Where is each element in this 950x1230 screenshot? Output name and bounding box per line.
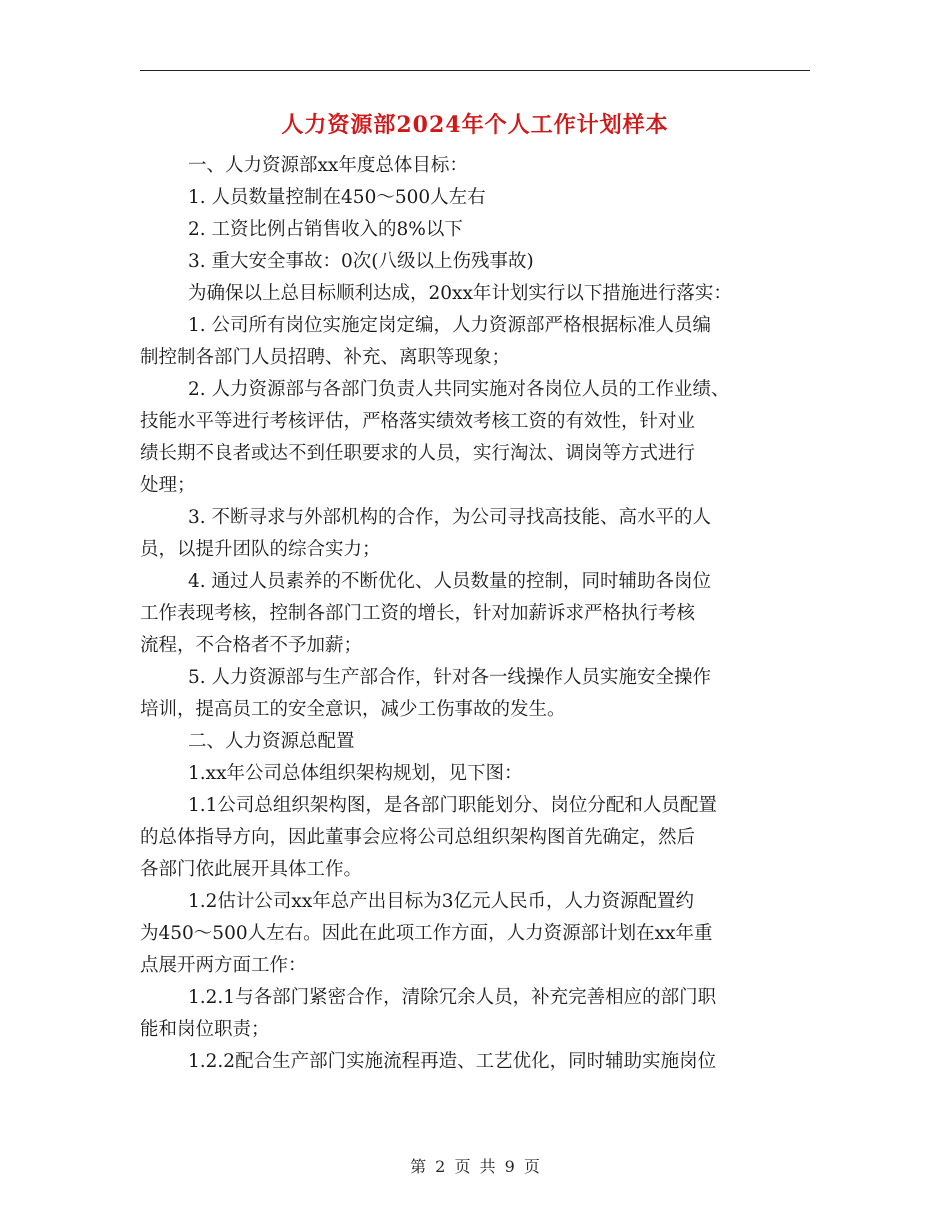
document-title: 人力资源部2024年个人工作计划样本 [281,112,669,138]
header-rule [140,70,810,71]
paragraph [140,662,820,726]
text-line: 1.2.1与各部门紧密合作，清除冗余人员，补充完善相应的部门职 [188,987,717,1008]
text-line: 5. 人力资源部与生产部合作，针对各一线操作人员实施安全操作 [188,667,712,688]
text-line: 2. 人力资源部与各部门负责人共同实施对各岗位人员的工作业绩、 [188,379,730,400]
text-line: 能和岗位职责； [140,1019,270,1040]
text-line: 2. 工资比例占销售收入的8%以下 [188,219,463,240]
paragraph [140,886,820,982]
paragraph [140,246,820,278]
text-line: 1.xx年公司总体组织架构规划，见下图： [188,763,523,784]
text-line: 各部门依此展开具体工作。 [140,859,363,880]
text-line: 1.2估计公司xx年总产出目标为3亿元人民币，人力资源配置约 [188,891,695,912]
text-line: 处理； [140,475,196,496]
text-line: 1.1公司总组织架构图，是各部门职能划分、岗位分配和人员配置 [188,795,717,816]
text-line: 1. 公司所有岗位实施定岗定编，人力资源部严格根据标准人员编 [188,315,712,336]
text-line: 4. 通过人员素养的不断优化、人员数量的控制，同时辅助各岗位 [188,571,712,592]
paragraph [140,150,820,182]
text-line: 工作表现考核，控制各部门工资的增长，针对加薪诉求严格执行考核 [140,603,696,624]
text-line: 二、人力资源总配置 [188,731,355,752]
text-line: 1.2.2配合生产部门实施流程再造、工艺优化，同时辅助实施岗位 [188,1051,717,1072]
paragraph [140,726,820,758]
paragraph [140,374,820,502]
text-line: 绩长期不良者或达不到任职要求的人员，实行淘汰、调岗等方式进行 [140,443,696,464]
text-line: 为确保以上总目标顺利达成，20xx年计划实行以下措施进行落实： [188,283,732,304]
paragraph [140,310,820,374]
text-line: 1. 人员数量控制在450～500人左右 [188,187,486,208]
text-line: 3. 不断寻求与外部机构的合作，为公司寻找高技能、高水平的人 [188,507,712,528]
text-line: 一、人力资源部xx年度总体目标： [188,155,468,176]
paragraph [140,982,820,1046]
text-line: 制控制各部门人员招聘、补充、离职等现象； [140,347,511,368]
page-number: 第 2 页 共 9 页 [410,1157,540,1176]
paragraph [140,758,820,790]
text-line: 流程，不合格者不予加薪； [140,635,363,656]
paragraph [140,182,820,214]
paragraph [140,214,820,246]
paragraph [140,566,820,662]
text-line: 培训，提高员工的安全意识，减少工伤事故的发生。 [140,699,566,720]
paragraph [140,790,820,886]
paragraph [140,278,820,310]
paragraph [140,502,820,566]
paragraph [140,1046,820,1078]
text-line: 员，以提升团队的综合实力； [140,539,381,560]
text-line: 3. 重大安全事故：0次(八级以上伤残事故) [188,251,534,272]
document-body [140,150,820,1078]
text-line: 点展开两方面工作： [140,955,307,976]
text-line: 为450～500人左右。因此在此项工作方面，人力资源部计划在xx年重 [140,923,713,944]
text-line: 技能水平等进行考核评估，严格落实绩效考核工资的有效性，针对业 [140,411,696,432]
text-line: 的总体指导方向，因此董事会应将公司总组织架构图首先确定，然后 [140,827,696,848]
